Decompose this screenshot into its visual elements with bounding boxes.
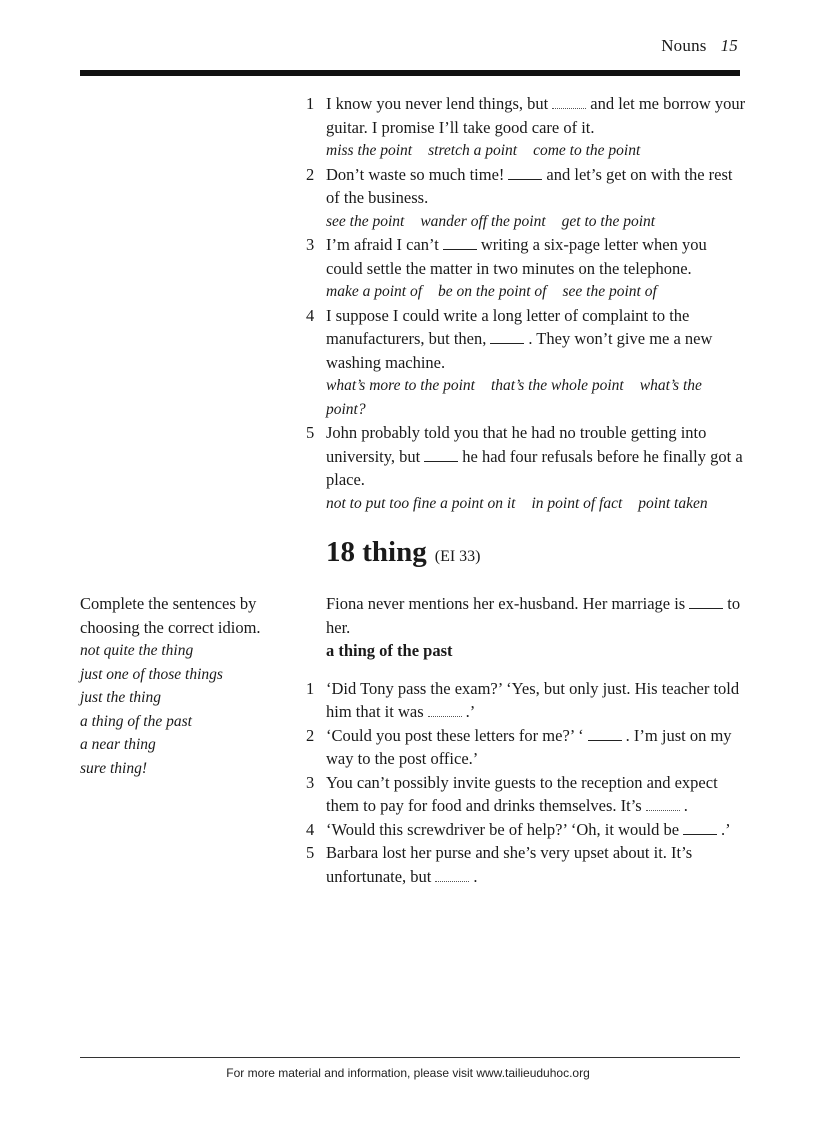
sentence-end: . (683, 796, 688, 815)
idiom-option: that’s the whole point (490, 377, 624, 394)
idiom-option: not to put too fine a point on it (326, 494, 516, 512)
answer-blank (435, 869, 469, 882)
item-sentence (326, 92, 746, 139)
thing-exercise (306, 677, 746, 889)
exercise-item (306, 421, 746, 515)
sentence-start: Barbara lost her purse and she’s very upset about it. It’s unfortunate, but (326, 843, 693, 886)
idiom-option: come to the point (533, 142, 641, 159)
page-header (661, 36, 738, 56)
main-column (306, 92, 746, 888)
answer-blank (443, 237, 477, 250)
idiom-list (80, 639, 290, 780)
exercise-item (306, 841, 746, 888)
footer-text: For more material and information, please visit www.tailieuduhoc.org (226, 1066, 590, 1080)
item-number: 4 (306, 305, 315, 325)
item-number: 1 (306, 678, 315, 698)
idiom-list-item: not quite the thing (80, 642, 194, 659)
sentence-end: . They won’t give me a new washing machine. (326, 329, 713, 372)
sentence-start: John probably told you that he had no trouble getting into university, but (326, 423, 707, 466)
sentence-start: You can’t possibly invite guests to the reception and expect them to pay for food and drinks themselves. It’s (326, 772, 718, 815)
idiom-list-item: a thing of the past (80, 712, 192, 730)
item-sentence (326, 841, 746, 888)
sentence-end: writing a six-page letter when you could settle the matter in two minutes on the telephone. (326, 235, 707, 278)
item-number: 1 (306, 94, 315, 113)
sentence-end: . (473, 866, 478, 886)
example-answer: a thing of the past (326, 641, 453, 660)
idiom-option: see the point of (562, 283, 657, 300)
sentence-start: I know you never lend things, but (326, 94, 549, 113)
sentence-end: and let me borrow your guitar. I promise I’ll take good care of it. (326, 94, 746, 137)
item-number: 2 (306, 725, 315, 745)
exercise-item (306, 92, 746, 163)
answer-blank (508, 167, 542, 180)
page-number: 15 (720, 36, 738, 55)
answer-blank (683, 822, 717, 835)
answer-blank (424, 449, 458, 462)
item-sentence (326, 724, 746, 771)
idiom-list-item: just one of those things (80, 665, 223, 683)
idiom-option: make a point of (326, 283, 422, 300)
worked-example (306, 592, 746, 663)
idiom-option: what’s more to the point (326, 377, 475, 394)
example-sentence (326, 592, 746, 639)
sentence-start: ‘Did Tony pass the exam?’ ‘Yes, but only just. His teacher told him that it was (326, 678, 740, 721)
section-reference: (EI 33) (434, 548, 481, 565)
answer-blank (490, 331, 524, 344)
idiom-list-item: sure thing! (80, 759, 148, 777)
exercise-item (306, 771, 746, 818)
section-heading (306, 535, 746, 574)
idiom-option: wander off the point (420, 212, 546, 230)
sentence-start: ‘Could you post these letters for me?’ ‘ (326, 725, 584, 745)
idiom-option: get to the point (561, 212, 656, 230)
item-sentence (326, 421, 746, 492)
sentence-start: Don’t waste so much time! (326, 164, 505, 184)
section-number: 18 (326, 536, 355, 568)
idiom-option: in point of fact (531, 494, 623, 512)
idiom-options (326, 374, 746, 421)
item-number: 2 (306, 164, 315, 184)
answer-blank (428, 704, 462, 717)
item-number: 4 (306, 819, 315, 839)
sentence-end: and let’s get on with the rest of the business. (326, 164, 733, 207)
sentence-start: I’m afraid I can’t (326, 235, 439, 254)
exercise-item (306, 163, 746, 234)
idiom-options (326, 492, 746, 516)
item-number: 5 (306, 423, 315, 442)
item-sentence (326, 677, 746, 724)
sentence-end: he had four refusals before he finally got a place. (326, 446, 743, 489)
idiom-option: point taken (638, 494, 708, 512)
spacer (306, 663, 746, 677)
sentence-start: I suppose I could write a long letter of complaint to the manufacturers, but then, (326, 305, 690, 348)
sentence-end: to her. (326, 594, 741, 637)
idiom-option: see the point (326, 212, 405, 230)
exercise-item (306, 724, 746, 771)
item-sentence (326, 233, 746, 280)
exercise-item (306, 233, 746, 304)
footer-rule (80, 1057, 740, 1058)
item-number: 5 (306, 843, 315, 862)
instruction-text: Complete the sentences by choosing the correct idiom. (80, 594, 261, 637)
idiom-option: stretch a point (428, 142, 518, 159)
header-rule (80, 70, 740, 76)
item-sentence (326, 771, 746, 818)
section-word: thing (362, 536, 427, 568)
answer-blank (646, 798, 680, 811)
sentence-start: Fiona never mentions her ex-husband. Her marriage is (326, 594, 686, 613)
item-sentence (326, 163, 746, 210)
item-number: 3 (306, 772, 315, 792)
idiom-list-item: a near thing (80, 736, 156, 753)
idiom-options (326, 139, 746, 163)
idiom-options (326, 210, 746, 234)
idiom-option: be on the point of (438, 283, 547, 300)
idiom-list-item: just the thing (80, 689, 161, 706)
sentence-end: . I’m just on my way to the post office.’ (326, 725, 732, 768)
sentence-end: .’ (465, 702, 476, 721)
exercise-item (306, 677, 746, 724)
item-number: 3 (306, 235, 315, 254)
sentence-start: ‘Would this screwdriver be of help?’ ‘Oh, it would be (326, 819, 680, 839)
exercise-item (306, 304, 746, 422)
idiom-options (326, 280, 746, 304)
item-sentence (326, 818, 746, 842)
answer-blank (588, 728, 622, 741)
answer-blank (552, 96, 586, 109)
exercise-item (306, 818, 746, 842)
item-sentence (326, 304, 746, 375)
point-exercise (306, 92, 746, 515)
idiom-option: what’s the point? (326, 377, 702, 418)
answer-blank (689, 596, 723, 609)
sentence-end: .’ (721, 819, 731, 839)
idiom-option: miss the point (326, 142, 413, 159)
chapter-title: Nouns (661, 36, 707, 55)
instruction-sidebar (80, 592, 290, 780)
